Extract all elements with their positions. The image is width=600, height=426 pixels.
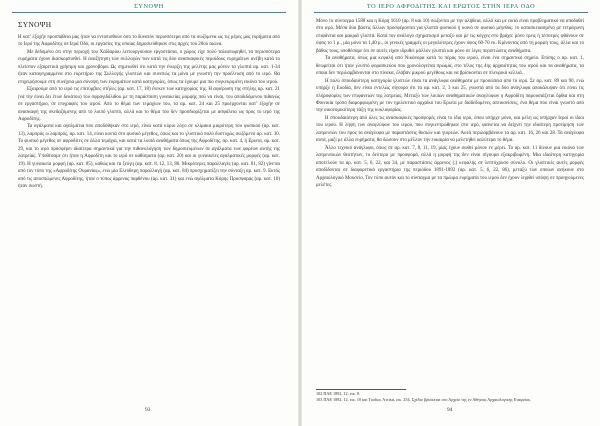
page-number-left: 93 [145, 407, 151, 413]
paragraph: Άλλο τεχνικό ανάγλυφο, όπως σε αρ. κατ. 7, 8, 11, 19, μίας έχουν σωθεί μόνον εν μέρει. Το αρ. κατ. 11 δίνουν μια εικόνα των λατρευτικών θεοτήτων, το δεύτερο με προσφορά, αλλά η μορφή της δεν είναι σίγουρα εξακριβωμένη. Μια ιδιαίτερη κατηγορία αποτελούν τα αρ. κατ. 5, 6, 22, και 34, με παραστάσεις άρρενος (;) κεφαλής σε λεπτόχρυσο σύνολο. Οι γλυπτικές αυτές μορφές αποδίδονται σε διαφορετικά εργαστήρια της περιόδου 1891-1892 (αρ. κατ. 5, 6, 22, 86), μεταξύ των οποίων ανήκουν στο Αρχαιολογικό Μουσείο. Τον τύπο αυτόν και το σύνταγμα με τα πρώιμα ευρήματα του ιερού δεν έχουν ληφθεί υπόψη σε προηγούμενες μελέτες. [316, 145, 584, 188]
right-page [302, 0, 600, 426]
paragraph: Μόνο το σύνταγμα 1588 και η Κόρη 1610 (αρ. 8 και 10) σώζονται με την αλήθεια, αλλά και με αυτά είναι προβληματικό να αποδοθεί στο ιερό. Μέσα δύο βάσεις άλλων προσφέρονται για γλυπτά φυσικού ή κοινό σε φυσικό μέγεθος: το κατασκευασμένο με τετράγωνη επιφάνεια και μακριά γλυπτά. Κατά τον ανάλογο σχηματισμό μεταξύ και με τις κόγχες στο βράχο: μόνο τρεις ή τέσσερες φθάνουν σε ύψος το 1 μ., μία μόνο τα 1,40 μ., οι γενικές γραμμές οι μεγαλύτερες έχουν ύψος 60-70 εκ. Κρίνοντας από τη μορφή τους, άλλα και το βάθος τους, υποθέσαμε ότι σε αυτές είχαν ιδρυθεί μάλλον γλυπτά και μόνο σε λίγες περιπτώσεις αναθήματα. [316, 19, 584, 54]
footnote: 103 ΠΑΕ 1892, 12, εικ. 10 και Τσοΐκα, Αττίκα, εικ. 254. Σχέδιο βρίσκεται στο Αρχείο της εν Αθήναις Αρχαιολογικής Εταιρείας. [316, 397, 532, 402]
paragraph: Η κατ’ έξοχήν προσπάθεια μας ήταν να εντοπισθούν όσο το δυνατόν περισσότερα από τα σωζόμενα ως τις μέρες μας ευρήματα από το Ιερό της Αφροδίτης σε Ιερά Οδό, οι εργασίες της οποίας δημοσιεύθηκαν στις αρχές του 20ού αιώνα. [18, 35, 280, 48]
footnote-rule [316, 389, 406, 390]
footnotes [316, 391, 584, 403]
running-head-left: ΣΥΝΟΨΗ [134, 3, 164, 10]
paragraph: Τα αγάλματα και αγαλμάτια που αποδόθηκαν στο ιερό, είναι κατά κύριο λόγο σε κλίμακα μικρότερη του φυσικού (αρ. κατ. 13), λαμπρός ω λαμπρός, αρ. κατ. 14, είναι κοντά στο φυσικό μέγεθος, όπως και το γλυπτικό πολύ δυστυχώς σωζόμενο αρ. κατ. 30. Το φυσικό μέγεθος σε αφροδίτες σε άλλα τεμάχια, και κατά τα λοιπά αναθήματα όπως της Αφροδίτης, αρ. κατ. 4, ή Ερωτα, αρ. κατ. 29, και το ιερό προσφέρει ιδιαίτερα σημαντικά για την πιθανολόγηση των δημοσιευμένων σε αγάλματα των φορέων αυτής της λατρείας. Υποθέσαμε ότι ήταν η Αφροδίτη και το ιερό σε καθίσματα (αρ. κατ. 20) και οι γυναικείες αγαλματικές μορφές (αρ. κατ. 19). Η γυναικεία μορφή (αρ. κατ. 85), καθώς και τα ζεύγη (αρ. κατ. 8, 12, 13, 86. Μικρότερες παραλλαγές (αρ. κατ. 81, 82) γίνεται από τον τύπο της «Αφροδίτης Ουρανίας», ενώ μία Ελεύθερη παραλλαγή (αρ. κατ. 84) προσχηματίζει την σύνταξη αρ. κατ. 9. Εκτός από τις αποσπώμενες Αφροδίτης, ήταν ο τύπος άρρενος παρθένου (αρ. κατ. 31) και ενώ αγάλματα Κόρης Προσφοράς (αρ. κατ. 10) ήταν σωστή. [18, 124, 280, 190]
footnote: 102 ΠΑΕ 1892, 12, εικ. 8. [316, 391, 360, 396]
paragraph: Η σπουδαιότερη από όλες τις ανασκαφικές προσφορές είναι το ίδιο ιερό, όπου υπήρχε μόνο, και μέλη ως υπήρχαν Ιεροί οι ίδιοι του ιερού. Η λήψη των αναγλύφων του ιερού, που συγκεντρώθηκαν στο ιερό, φαίνεται να δείχνει την ιδιαίτερη προτίμηση των λατρευτών του προς τα ανάγλυφα με παραστάσεις θυσιών και γιορτών. Αυτά περιλαμβάνουν τα αρ. κατ. 16, 26 και 28. Τα ανάγλυφα αυτά, μαζί με άλλα ευρήματα, θα δώσουν στο μέλλον την ευκαιρία να μελετηθεί καλύτερα το θέμα. [316, 115, 584, 144]
header-rule-left [12, 12, 286, 13]
paragraph: Εξαιρούμε από το ιερό τις επιτύμβιες στήλες (αρ. κατ. 17, 18) ένεκεν των κατηγορίας της. Η αφιέρωση της στήλης αρ. κατ. 21 (νά την έιναι δει έτων δεκάτου) του σφραγιδόλιθου με τη παράσταση γυναικείας μορφής πού να είναι, του αποδιδόμενου πιθανώς σε εργαστήριο, σε επιγραφές του ιερού. Από το θέμα των τεμαχίων του, τα αρ. κατ. 24 και 25 προέρχονται κατ’ έξοχήν σε ανασκαφή της σκεδαζόμενης από το λοιπό γλυπτό, αλλά και το θέμα του δεν προσδιορίζεται με ασφάλεια ως προς το ιερό της Αφροδίτης. [18, 87, 280, 122]
paragraph: Η πολύ σπουδαιότερη κατηγορία γλυπτών είναι τα ανάγλυφα ανάθηματα με προσώπεια από το ιερό. Σε αρ. κατ. 89 και 90, ενώ υπήρξε η Ευοδία, δεν είναι εντελώς σίγουρο ότι τα αρ. κατ. 2, 3 και 25, γνωστά από τα δύο ανάγλυφα αποκάλυψαν ότι είναι τις πληροφορίες των επιφανειών της λατρείας. Μεταξύ των λοιπών αναθηματικών αναγλύφων η Αφροδίτη παρουσιάζεται όρθια και στη Φοινικία τρόπο διαμορφωμένη με τον ημιλεκτικό αρχαϊκό του Ερωτα με διαδεδομένες απεικονίσεις, ένα θέμα που είναι γνωστό από την οικονομικότερη τάξη της κυκλοφορίας. [316, 78, 584, 114]
right-body-text [316, 18, 584, 189]
page-number-right: 94 [447, 407, 453, 413]
section-title: ΣΥΝΟΨΗ [18, 20, 52, 29]
left-body-text [18, 34, 280, 191]
paragraph: Τα αναθήματα, όπως μια κεφαλή από Νικάνορα κατά το πέρας του ιερού, είναι ένα σημαντικό σημείο. Επίσης ο αρ. κατ. 1, θεωρείται ότι ήταν γλυπτό φορασκεύου που χρονολογείται πρώιμα, στο τέλος της 4ης αρχαιότητας του ιερού και τα αναθήματα, τα οποία δεν περιλαμβάνονται στο πίνακα, έλαβαν μικρού μεγέθους και να βρίσκονται σε πλευρικά κελλιά. [316, 56, 584, 77]
left-page [0, 0, 298, 426]
running-head-right: ΤΟ ΙΕΡΟ ΑΦΡΟΔΙΤΗΣ ΚΑΙ ΕΡΩΤΟΣ ΣΤΗΝ ΙΕΡΑ ΟΔΟ [366, 3, 536, 10]
header-rule-right [314, 12, 588, 13]
paragraph: Με δεδομένο ότι στην περιοχή του Χαϊδαρίου λειτουργούσαν εργοστάσια, ο χώρος είχε πολύ ταλαιπωρηθεί, τα περισσότερα ευρήματα έχουν διασκορπισθεί. Η αναζήτηση των συλλογών των κατά τις δύο ανασκαφικές περιόδους ευρημάτων ανέβη κατά το πλείστον εξαιρετικά χρήσιμη και χρονοβόρα. Ως σημειωθεί ότι κατά την ένωρξη της μελέτης μας μόνον τα γλυπτά αρ. κατ. 1-34 ήταν καταγεγραμμένα στο ευρετήριο της Συλλογής γλυπτών και συνεπώς τα μόνα με γνωστή την προέλευση από το ιερό. Θα επιχειρήσουμε στη συνέχεια μια σύνοψη των ευρημάτων κατά κατηγορίες, όπως τα έχουμε μια πιο συγκεκριμένη εικόνα του ιερού. [18, 49, 280, 85]
